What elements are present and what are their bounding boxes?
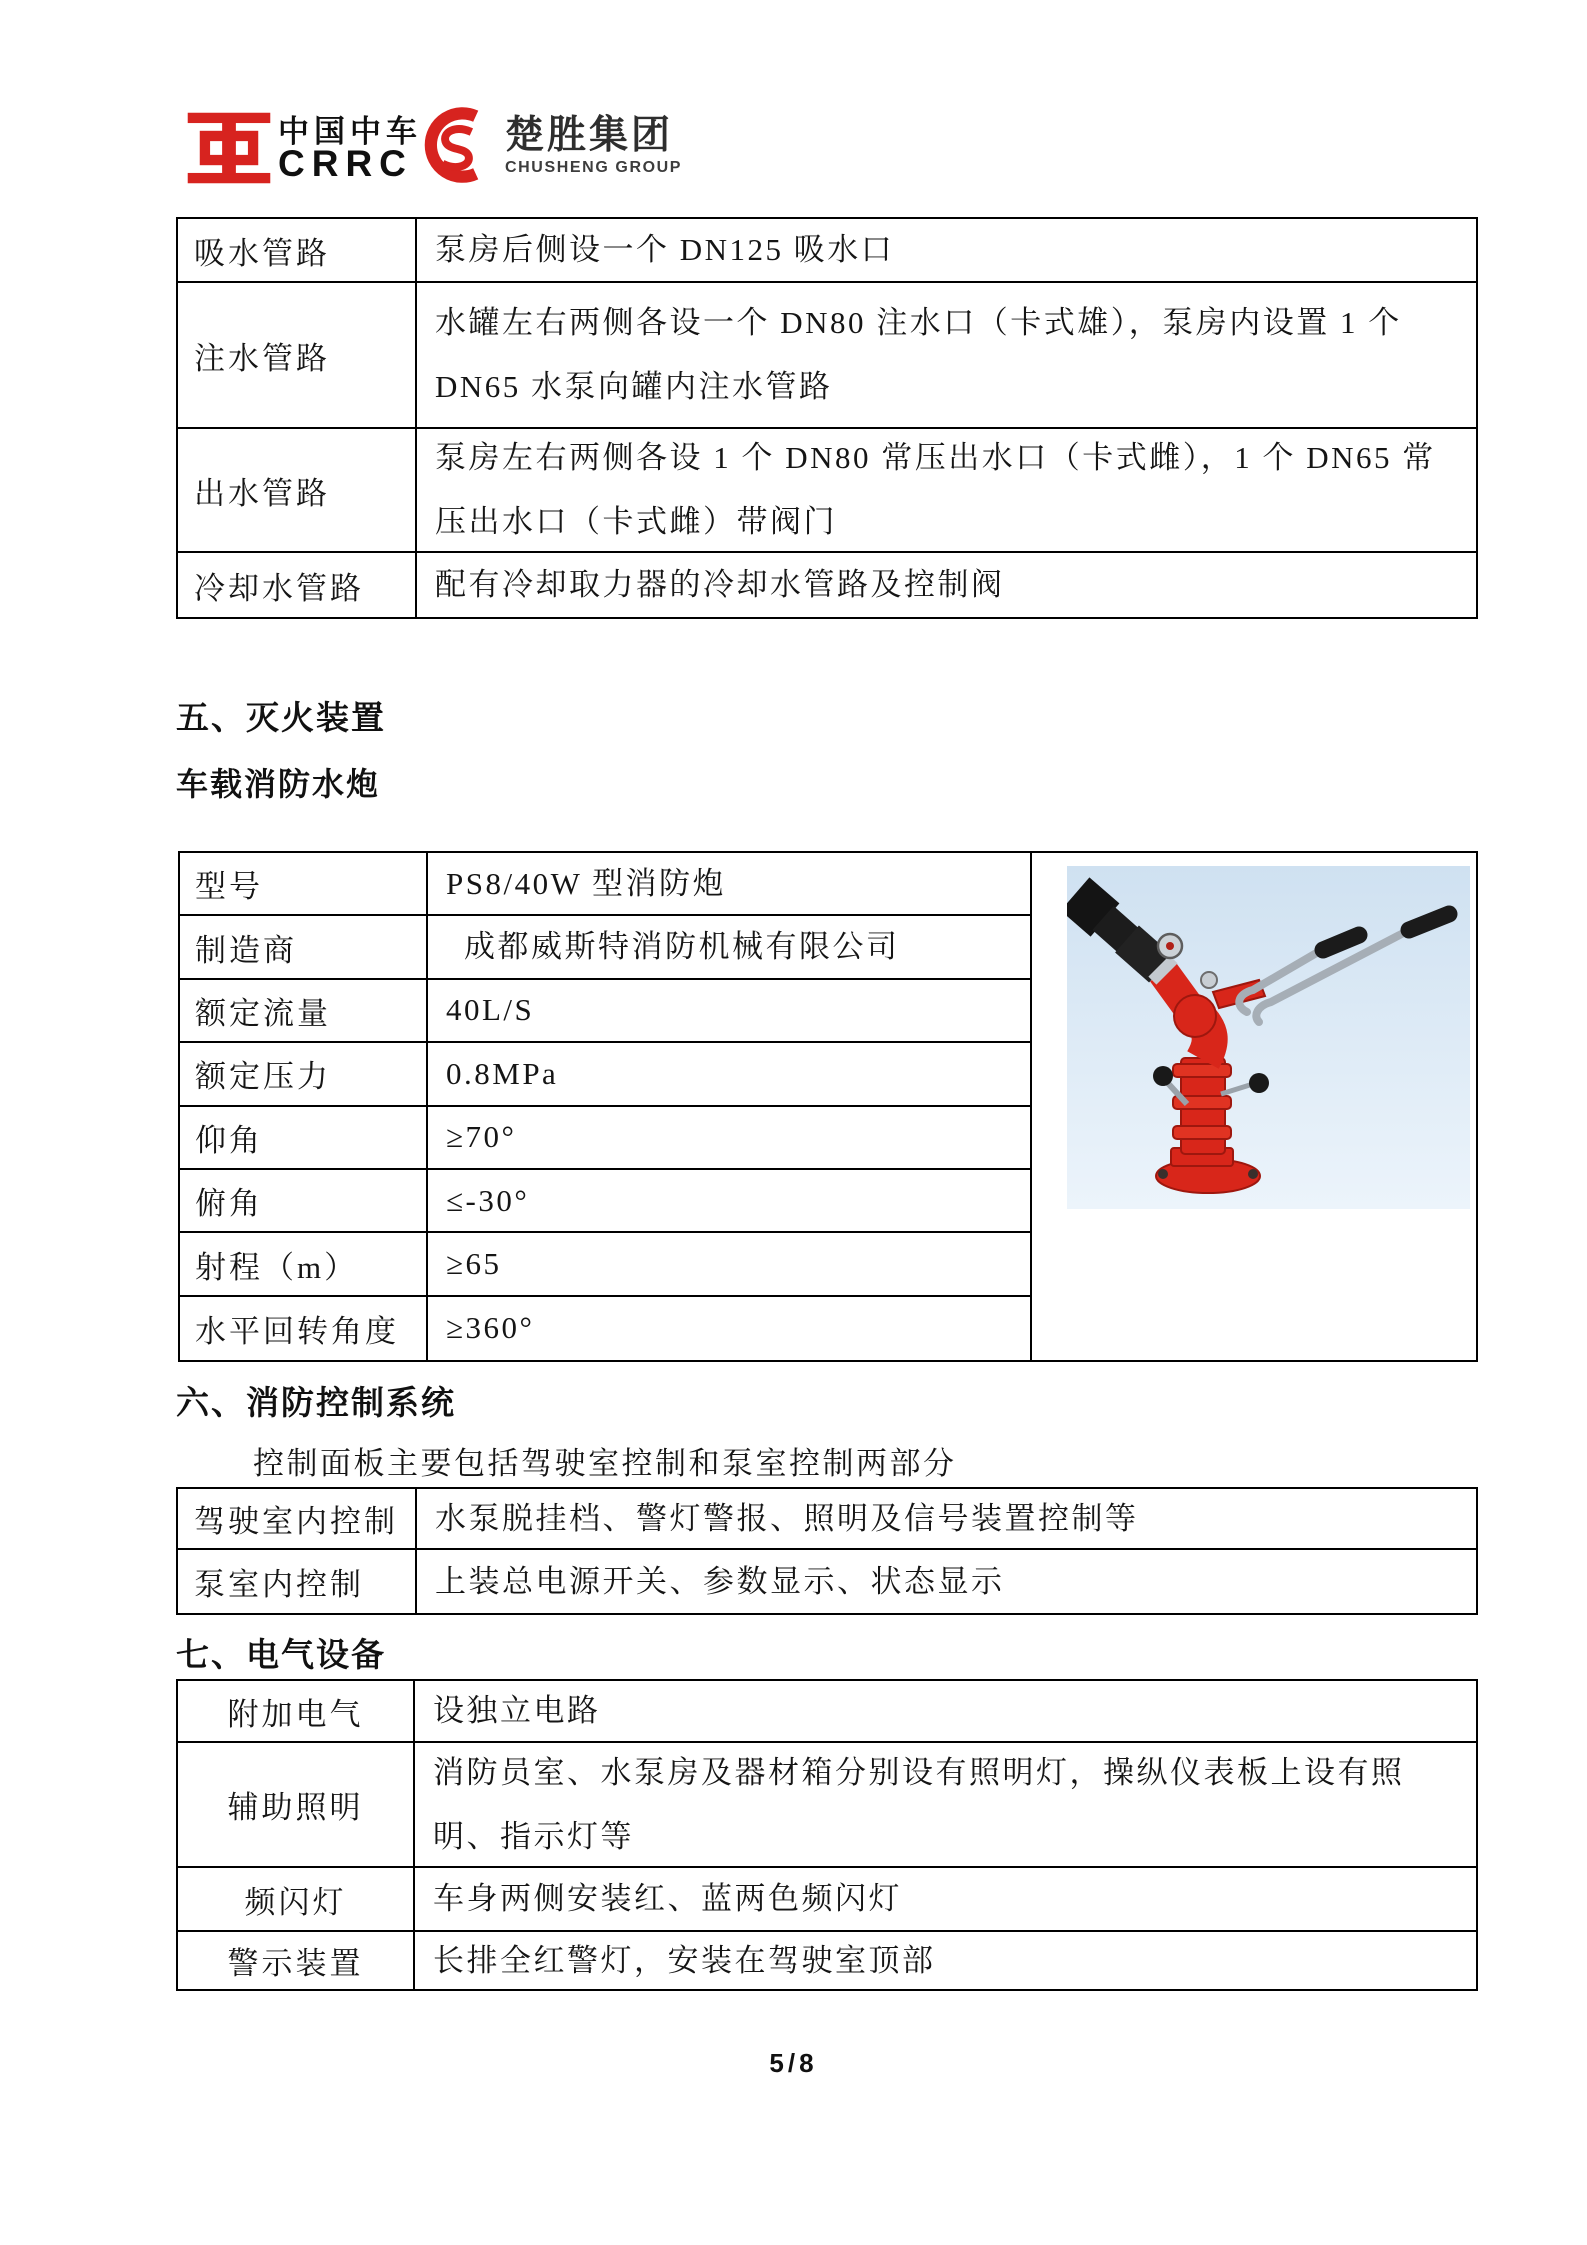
electrical-row-label: 附加电气 [178,1681,415,1743]
spec-label: 射程（m） [180,1233,428,1296]
chusheng-name-en: CHUSHENG GROUP [505,159,683,176]
spec-label: 仰角 [180,1107,428,1170]
crrc-name-en: CRRC [278,143,413,184]
spec-value: ≥70° [428,1107,1032,1170]
photo-cell [1032,853,1476,1360]
piping-row-label: 注水管路 [178,283,417,429]
spec-value: 0.8MPa [428,1043,1032,1106]
header [0,0,1587,200]
spec-value: ≥360° [428,1297,1032,1360]
electrical-row-label: 频闪灯 [178,1868,415,1932]
section-title-control-system: 六、消防控制系统 [176,1386,456,1422]
fire-monitor-photo [1067,866,1470,1209]
piping-row-label: 出水管路 [178,429,417,553]
spec-label: 制造商 [180,916,428,979]
electrical-table [176,1679,1478,1991]
fire-monitor-illustration [1067,866,1470,1209]
page-number: 5/8 [769,2048,818,2078]
control-row-label: 泵室内控制 [178,1550,417,1613]
chusheng-name-cn: 楚胜集团 [505,114,674,157]
piping-row-label: 吸水管路 [178,219,417,283]
electrical-row-value: 车身两侧安装红、蓝两色频闪灯 [415,1868,1476,1932]
crrc-logo-text [278,114,422,184]
chusheng-logo-icon [421,106,493,184]
spec-label: 水平回转角度 [180,1297,428,1360]
spec-label: 额定压力 [180,1043,428,1106]
section-title-electrical: 七、电气设备 [176,1638,386,1674]
spec-value: PS8/40W 型消防炮 [428,853,1032,916]
piping-row-value: 泵房后侧设一个 DN125 吸水口 [417,219,1476,283]
spec-label: 型号 [180,853,428,916]
piping-row-label: 冷却水管路 [178,553,417,617]
piping-table [176,217,1478,619]
control-table [176,1487,1478,1615]
piping-row-value: 泵房左右两侧各设 1 个 DN80 常压出水口（卡式雌），1 个 DN65 常压出水口（卡式雌）带阀门 [417,429,1476,553]
piping-row-value: 配有冷却取力器的冷却水管路及控制阀 [435,567,1005,602]
spec-label: 俯角 [180,1170,428,1233]
spec-value: 40L/S [428,980,1032,1043]
crrc-logo-icon [186,112,272,184]
spec-value: 成都威斯特消防机械有限公司 [428,916,1032,979]
fire-monitor-spec-table [178,851,1478,1362]
section-title-extinguishing: 五、灭火装置 [176,701,386,737]
electrical-row-label: 警示装置 [178,1932,415,1989]
electrical-row-value: 设独立电路 [415,1681,1476,1743]
subsection-title-fire-monitor: 车载消防水炮 [176,766,381,802]
electrical-row-value: 长排全红警灯，安装在驾驶室顶部 [433,1942,936,1978]
control-row-label: 驾驶室内控制 [178,1489,417,1550]
control-system-paragraph: 控制面板主要包括驾驶室控制和泵室控制两部分 [253,1446,957,1481]
crrc-name-cn: 中国中车 [278,114,422,149]
electrical-row-label: 辅助照明 [178,1743,415,1868]
spec-value: ≤-30° [428,1170,1032,1233]
electrical-row-value: 消防员室、水泵房及器材箱分别设有照明灯，操纵仪表板上设有照明、指示灯等 [415,1743,1476,1868]
control-row-value: 水泵脱挂档、警灯警报、照明及信号装置控制等 [417,1489,1476,1550]
chusheng-logo-text [505,116,682,177]
piping-row-value: 水罐左右两侧各设一个 DN80 注水口（卡式雄），泵房内设置 1 个 DN65 水泵向罐内注水管路 [417,283,1476,429]
spec-label: 额定流量 [180,980,428,1043]
control-row-value: 上装总电源开关、参数显示、状态显示 [435,1563,1005,1599]
spec-value: ≥65 [428,1233,1032,1296]
